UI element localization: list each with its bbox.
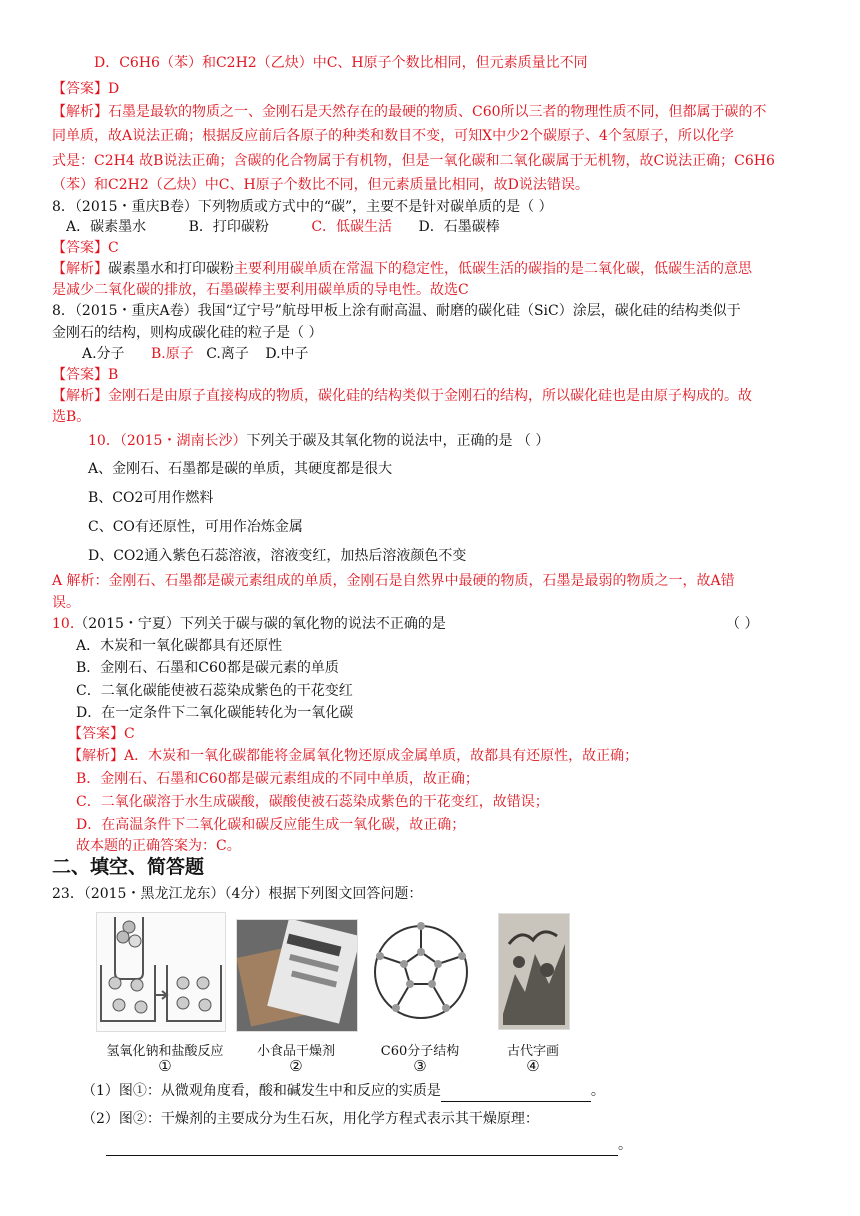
options-line: A．碳素墨水 B．打印碳粉 C．低碳生活 D．石墨碳棒 (66, 219, 500, 235)
explanation-line: 【解析】A．木炭和一氧化碳都能将金属氧化物还原成金属单质，故都具有还原性，故正确； (68, 748, 639, 764)
explanation-line: 是减少二氧化碳的排放，石墨碳棒主要利用碳单质的导电性。故选C (52, 282, 469, 298)
explanation-line: 选B。 (52, 409, 91, 425)
explanation-line: 同单质，故A说法正确；根据反应前后各原子的种类和数目不变，可知X中少2个碳原子、4个氢原子，所以化学 (52, 128, 734, 144)
neutralization-diagram (96, 912, 226, 1032)
answer-line: 【答案】C (68, 726, 135, 742)
c60-molecule-image (365, 913, 477, 1032)
explanation-line: A 解析：金刚石、石墨都是碳元素组成的单质，金刚石是自然界中最硬的物质，石墨是最弱的物质之一，故A错 (52, 573, 735, 589)
section-heading: 二、填空、简答题 (52, 856, 205, 878)
explanation-line: 故本题的正确答案为：C。 (76, 838, 241, 854)
desiccant-photo (236, 919, 358, 1032)
explanation-line: （苯）和C2H2（乙炔）中C、H原子个数比不同，但元素质量比相同，故D说法错误。 (52, 177, 589, 193)
answer-blank[interactable] (441, 1087, 591, 1102)
answer-line: 【答案】B (52, 367, 119, 383)
figure-number: ② (289, 1057, 303, 1075)
explanation-line: 误。 (52, 595, 80, 611)
figure-caption: 氢氧化钠和盐酸反应 (106, 1044, 224, 1059)
explanation-line: 【解析】碳素墨水和打印碳粉主要利用碳单质在常温下的稳定性，低碳生活的碳指的是二氧化碳，低碳生活的意思 (52, 261, 752, 277)
answer-blank: （ ） (726, 616, 759, 632)
beaker-icon (97, 913, 225, 1031)
option-c: C、CO有还原性，可用作冶炼金属 (88, 519, 303, 535)
packet-icon (237, 920, 357, 1031)
ancient-painting-photo (498, 913, 570, 1030)
option-a: A．木炭和一氧化碳都具有还原性 (76, 638, 283, 654)
option-b: B、CO2可用作燃料 (88, 490, 214, 506)
figure-caption: C60分子结构 (380, 1044, 460, 1059)
explanation-line: D．在高温条件下二氧化碳和碳反应能生成一氧化碳，故正确； (76, 817, 466, 833)
option-d: D、CO2通入紫色石蕊溶液，溶液变红，加热后溶液颜色不变 (88, 548, 467, 564)
option-d-line: D．C6H6（苯）和C2H2（乙炔）中C、H原子个数比相同，但元素质量比不同 (94, 55, 588, 71)
answer-blank[interactable] (106, 1141, 618, 1156)
c60-icon (366, 914, 476, 1031)
figure-caption: 小食品干燥剂 (256, 1044, 335, 1059)
question-8a-cont: 金刚石的结构，则构成碳化硅的粒子是（ ） (52, 325, 323, 341)
option-c: C．二氧化碳能使被石蕊染成紫色的干花变红 (76, 683, 353, 699)
explanation-line: B．金刚石、石墨和C60都是碳元素组成的不同中单质，故正确； (76, 771, 479, 787)
option-a: A、金刚石、石墨都是碳的单质，其硬度都是很大 (88, 461, 393, 477)
question-8b: 8．（2015・重庆B卷）下列物质或方式中的“碳”，主要不是针对碳单质的是（ ） (52, 199, 553, 215)
figure-number: ① (158, 1057, 172, 1075)
answer-line: 【答案】C (52, 240, 119, 256)
question-10-changsha: 10．（2015・湖南长沙）下列关于碳及其氧化物的说法中，正确的是 （ ） (88, 433, 550, 449)
answer-line: 【答案】D (52, 81, 120, 97)
explanation-line: 式是：C2H4 故B说法正确；含碳的化合物属于有机物，但是一氧化碳和二氧化碳属于无机物，故C说法正确；C6H6 (52, 153, 775, 169)
figure-number: ④ (526, 1057, 540, 1075)
sub-question-2: （2）图②：干燥剂的主要成分为生石灰，用化学方程式表示其干燥原理： (82, 1111, 539, 1127)
option-d: D．在一定条件下二氧化碳能转化为一氧化碳 (76, 705, 354, 721)
figure-number: ③ (413, 1057, 427, 1075)
question-23: 23．（2015・黑龙江龙东）（4分）根据下列图文回答问题： (52, 886, 423, 902)
explanation-line: C．二氧化碳溶于水生成碳酸，碳酸使被石蕊染成紫色的干花变红，故错误； (76, 794, 549, 810)
explanation-line: 【解析】石墨是最软的物质之一、金刚石是天然存在的最硬的物质、C60所以三者的物理性质不同，但都属于碳的不 (52, 104, 767, 120)
sub-question-1: （1）图①：从微观角度看，酸和碱发生中和反应的实质是 。 (82, 1080, 605, 1102)
options-line: A.分子 B.原子 C.离子 D.中子 (82, 346, 309, 362)
question-8a: 8．（2015・重庆A卷）我国“辽宁号”航母甲板上涂有耐高温、耐磨的碳化硅（SiC）涂层，碳化硅的结构类似于 (52, 303, 741, 319)
option-b: B．金刚石、石墨和C60都是碳元素的单质 (76, 660, 339, 676)
explanation-line: 【解析】金刚石是由原子直接构成的物质，碳化硅的结构类似于金刚石的结构，所以碳化硅也是由原子构成的。故 (52, 388, 752, 404)
figure-caption: 古代字画 (506, 1044, 559, 1059)
answer-line-blank: 。 (106, 1134, 632, 1156)
question-10-ningxia: 10.（2015・宁夏）下列关于碳与碳的氧化物的说法不正确的是 (52, 616, 446, 632)
painting-icon (499, 914, 569, 1029)
